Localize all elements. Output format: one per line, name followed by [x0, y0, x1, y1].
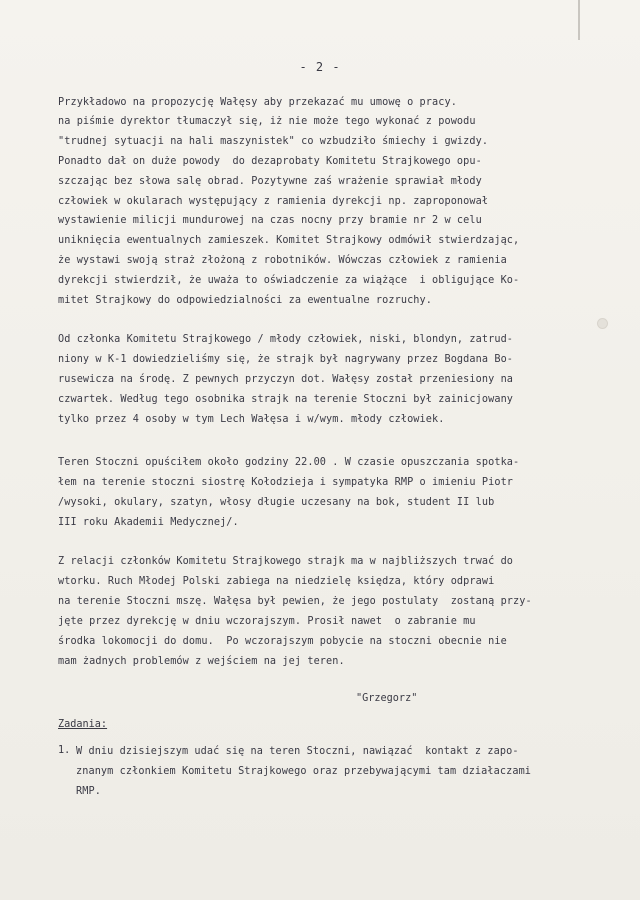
- text-line: na piśmie dyrektor tłumaczył się, iż nie może tego wykonać z powodu: [58, 116, 476, 127]
- text-line: III roku Akademii Medycznej/.: [58, 517, 239, 528]
- text-line: Od członka Komitetu Strajkowego / młody człowiek, niski, blondyn, zatrud-: [58, 334, 514, 345]
- tasks-heading: Zadania:: [58, 719, 108, 730]
- paper-mark: [578, 0, 580, 40]
- text-line: mam żadnych problemów z wejściem na jej teren.: [58, 656, 345, 667]
- task-number: 1.: [58, 745, 71, 756]
- text-line: tylko przez 4 osoby w tym Lech Wałęsa i w/wym. młody człowiek.: [58, 414, 445, 425]
- page-number: - 2 -: [299, 60, 341, 74]
- text-line: na terenie Stoczni mszę. Wałęsa był pewien, że jego postulaty zostaną przy-: [58, 596, 532, 607]
- text-line: wystawienie milicji mundurowej na czas nocny przy bramie nr 2 w celu: [58, 215, 482, 226]
- text-line: człowiek w okularach występujący z ramienia dyrekcji np. zaproponował: [58, 196, 489, 207]
- text-line: środka lokomocji do domu. Po wczorajszym pobycie na stoczni obecnie nie: [58, 636, 507, 647]
- text-line: RMP.: [76, 786, 101, 797]
- text-line: dyrekcji stwierdził, że uważa to oświadczenie za wiążące i obligujące Ko-: [58, 275, 520, 286]
- text-line: Ponadto dał on duże powody do dezaprobaty Komitetu Strajkowego opu-: [58, 156, 482, 167]
- text-line: mitet Strajkowy do odpowiedzialności za ewentualne rozruchy.: [58, 295, 433, 306]
- punch-hole: [597, 318, 608, 329]
- text-line: Z relacji członków Komitetu Strajkowego strajk ma w najbliższych trwać do: [58, 556, 514, 567]
- text-line: Teren Stoczni opuściłem około godziny 22.00 . W czasie opuszczania spotka-: [58, 457, 520, 468]
- text-line: czwartek. Według tego osobnika strajk na terenie Stoczni był zainicjowany: [58, 394, 514, 405]
- text-line: że wystawi swoją straż złożoną z robotników. Wówczas człowiek z ramienia: [58, 255, 507, 266]
- text-line: uniknięcia ewentualnych zamieszek. Komitet Strajkowy odmówił stwierdzając,: [58, 235, 520, 246]
- text-line: /wysoki, okulary, szatyn, włosy długie uczesany na bok, student II lub: [58, 497, 495, 508]
- text-line: rusewicza na środę. Z pewnych przyczyn dot. Wałęsy został przeniesiony na: [58, 374, 514, 385]
- text-line: W dniu dzisiejszym udać się na teren Stoczni, nawiązać kontakt z zapo-: [76, 746, 519, 757]
- text-line: łem na terenie stoczni siostrę Kołodzieja i sympatyka RMP o imieniu Piotr: [58, 477, 514, 488]
- text-line: Przykładowo na propozycję Wałęsy aby przekazać mu umowę o pracy.: [58, 97, 457, 108]
- text-line: jęte przez dyrekcję w dniu wczorajszym. Prosił nawet o zabranie mu: [58, 616, 476, 627]
- text-line: znanym członkiem Komitetu Strajkowego oraz przebywającymi tam działaczami: [76, 766, 532, 777]
- text-line: niony w K-1 dowiedzieliśmy się, że strajk był nagrywany przez Bogdana Bo-: [58, 354, 514, 365]
- text-line: wtorku. Ruch Młodej Polski zabiega na niedzielę księdza, który odprawi: [58, 576, 495, 587]
- text-line: "trudnej sytuacji na hali maszynistek" co wzbudziło śmiechy i gwizdy.: [58, 136, 489, 147]
- signature: "Grzegorz": [356, 693, 418, 704]
- text-line: szczając bez słowa salę obrad. Pozytywne zaś wrażenie sprawiał młody: [58, 176, 482, 187]
